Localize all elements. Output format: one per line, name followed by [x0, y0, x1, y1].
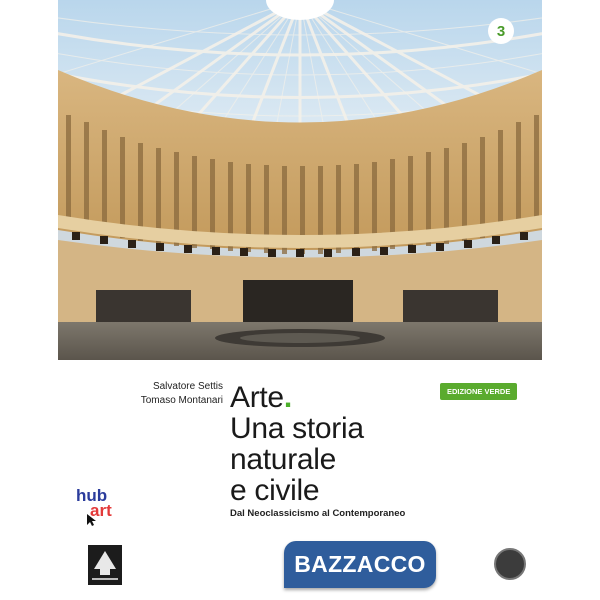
volume-number-badge: 3 — [488, 18, 514, 44]
title-line: e civile — [230, 474, 320, 507]
title-dot: . — [283, 381, 292, 414]
cover-photo — [58, 0, 542, 360]
publisher-logo-icon — [88, 545, 122, 585]
seller-tag: BAZZACCO — [284, 541, 436, 588]
title-word: Arte — [230, 381, 284, 414]
cursor-icon — [86, 513, 98, 527]
author-name: Tomaso Montanari — [140, 395, 223, 406]
edition-badge: EDIZIONE VERDE — [440, 383, 517, 400]
book-subtitle: Dal Neoclassicismo al Contemporaneo — [230, 508, 406, 519]
title-line: naturale — [230, 443, 337, 476]
art-logo-part: art — [90, 501, 112, 520]
title-line — [230, 382, 364, 413]
book-title — [230, 382, 364, 506]
seal-icon — [494, 548, 526, 580]
title-line: Una storia — [230, 412, 364, 445]
authors — [78, 380, 223, 408]
author-name: Salvatore Settis — [152, 381, 223, 392]
hub-logo-part: hub — [76, 486, 108, 505]
book-cover — [58, 0, 542, 600]
